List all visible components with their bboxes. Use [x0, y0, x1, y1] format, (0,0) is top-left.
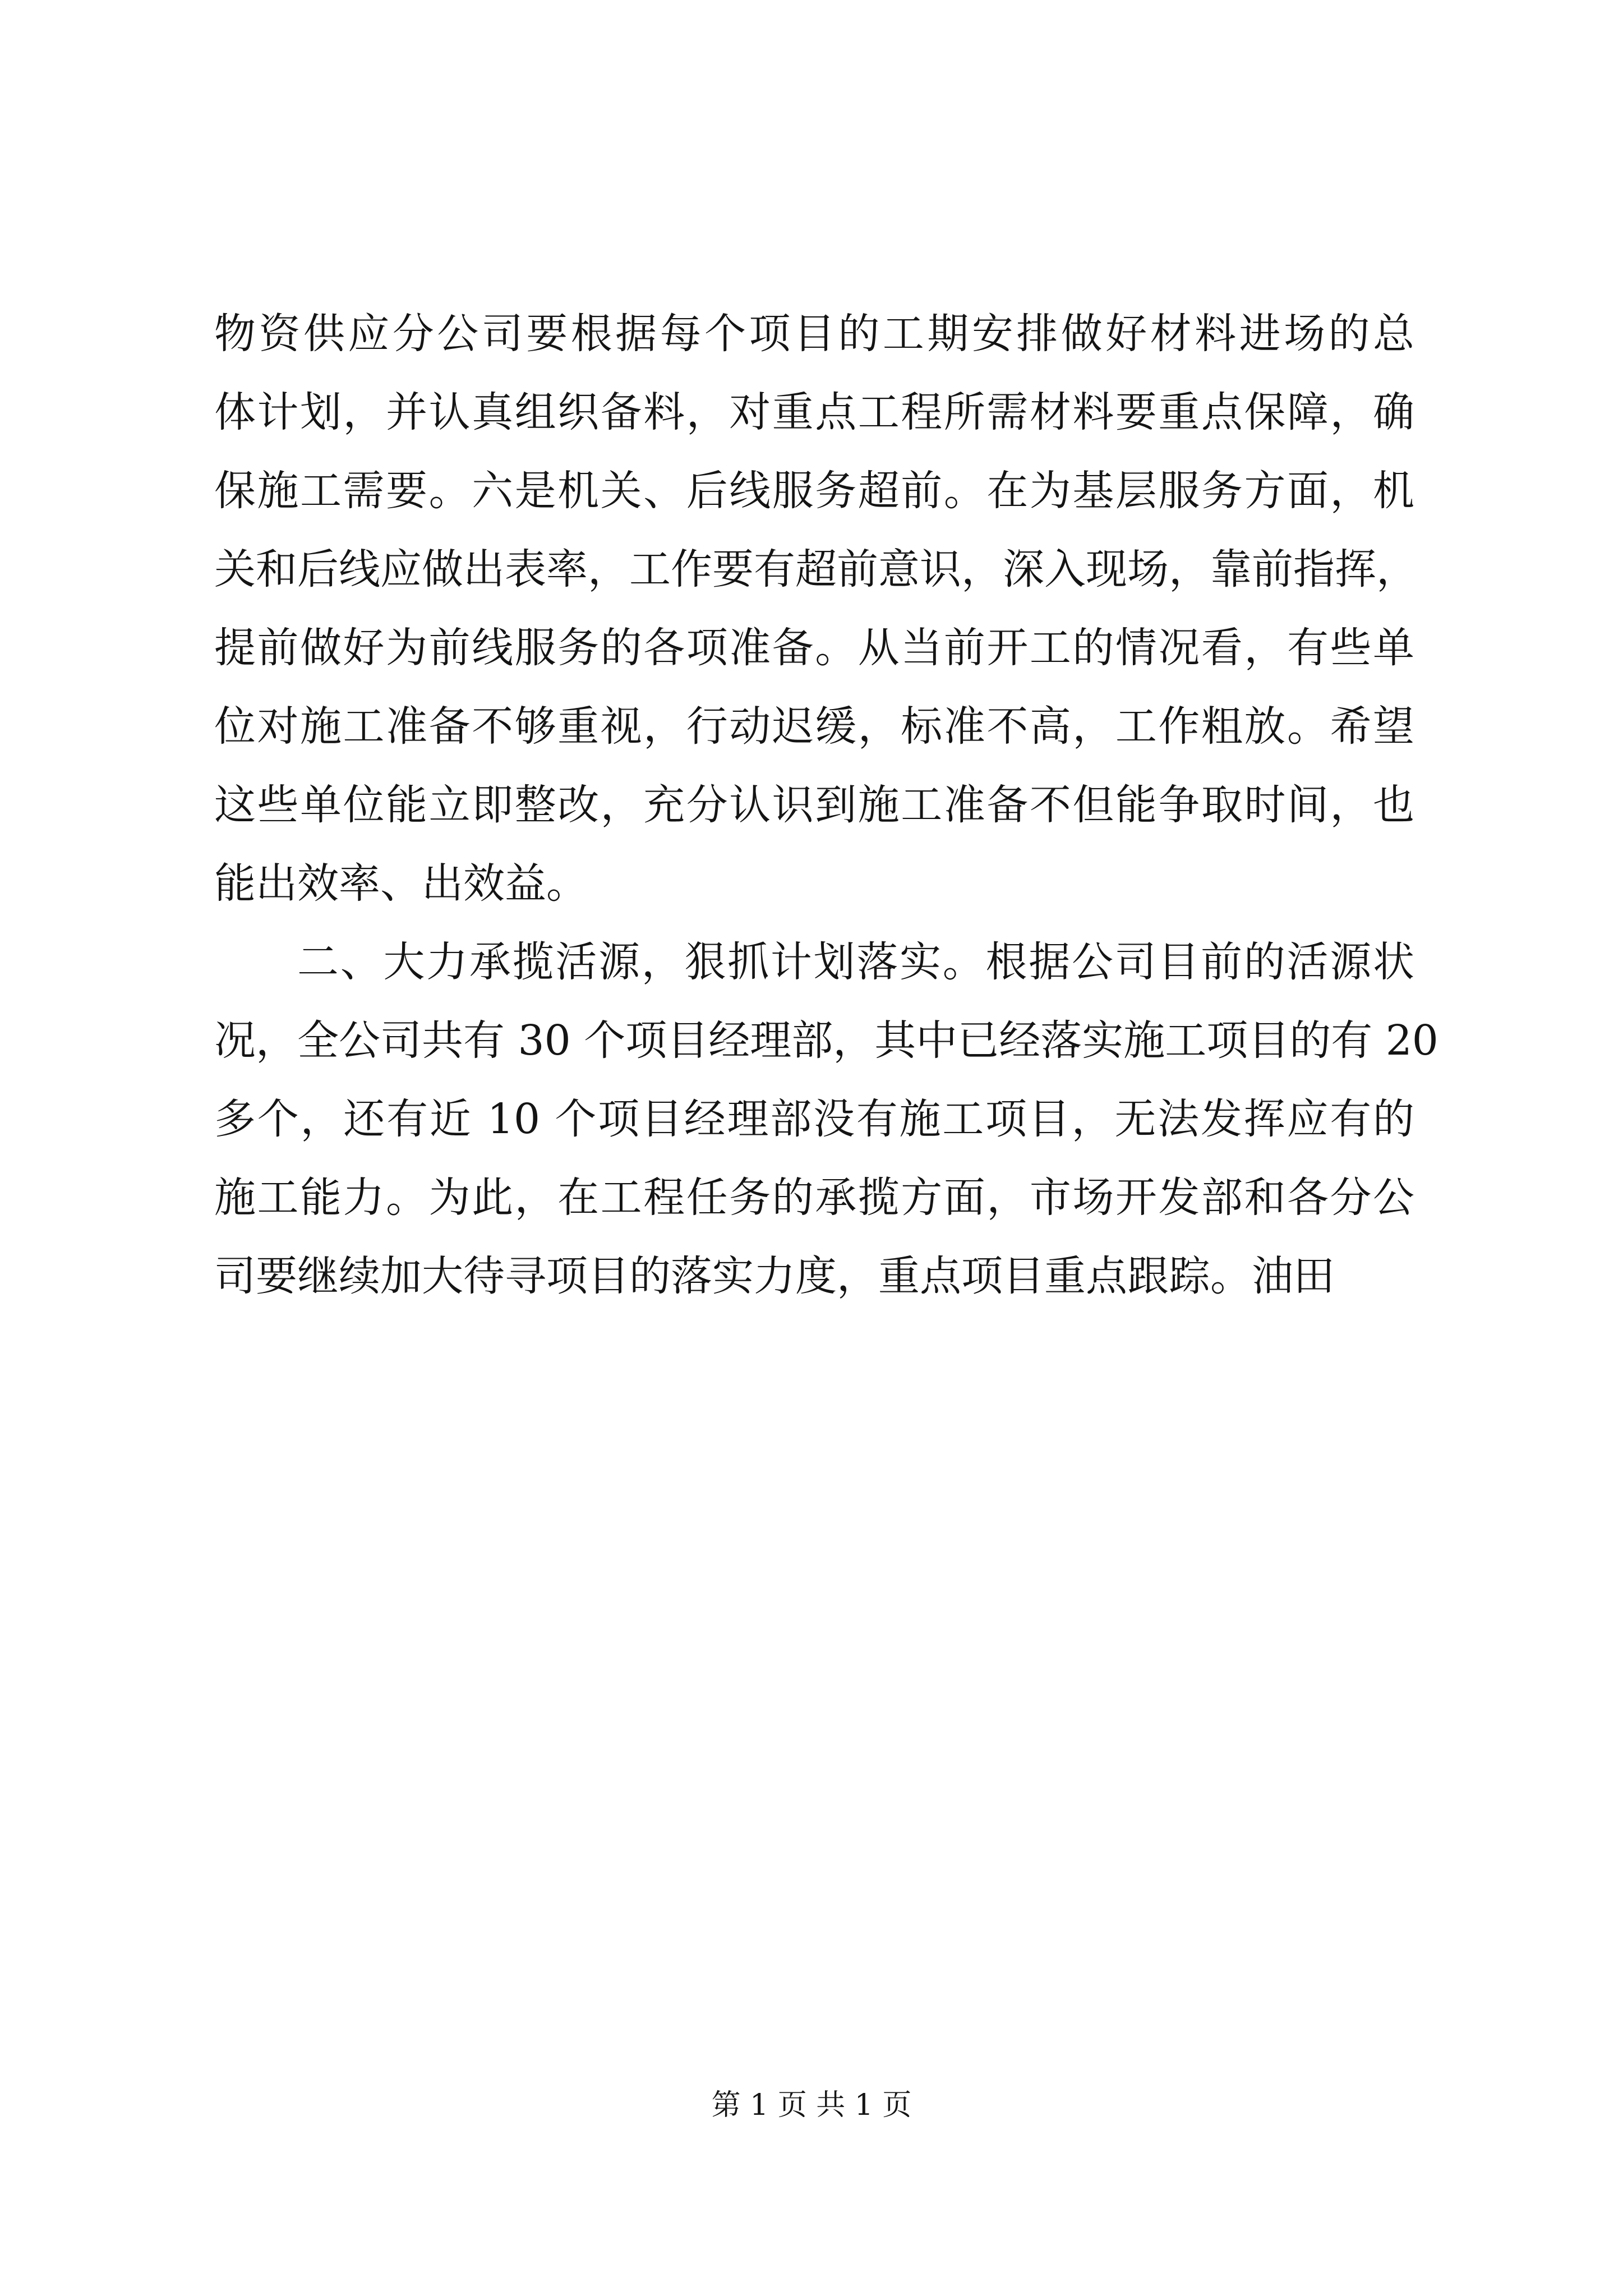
text-line: 体计划，并认真组织备料，对重点工程所需材料要重点保障，确 [214, 388, 1414, 436]
text-line: 二、大力承揽活源，狠抓计划落实。根据公司目前的活源状 [297, 938, 1414, 986]
text-line: 况，全公司共有 30 个项目经理部，其中已经落实施工项目的有 20 [214, 1016, 1438, 1065]
text-line: 能出效率、出效益。 [214, 859, 588, 908]
text-line: 物资供应分公司要根据每个项目的工期安排做好材料进场的总 [214, 310, 1414, 358]
text-line: 位对施工准备不够重视，行动迟缓，标准不高，工作粗放。希望 [214, 702, 1414, 751]
paragraph-2 [214, 923, 1438, 1315]
paragraph-1 [214, 295, 1418, 923]
page-footer: 第 1 页 共 1 页 [711, 2088, 912, 2122]
text-line: 保施工需要。六是机关、后线服务超前。在为基层服务方面，机 [214, 467, 1414, 515]
text-line: 司要继续加大待寻项目的落实力度，重点项目重点跟踪。油田 [214, 1252, 1335, 1300]
text-line: 多个，还有近 10 个项目经理部没有施工项目，无法发挥应有的 [214, 1095, 1414, 1143]
text-line: 施工能力。为此，在工程任务的承揽方面，市场开发部和各分公 [214, 1174, 1414, 1222]
document-body [214, 295, 1438, 1315]
text-line: 提前做好为前线服务的各项准备。从当前开工的情况看，有些单 [214, 624, 1414, 672]
text-line: 关和后线应做出表率，工作要有超前意识，深入现场，靠前指挥， [214, 545, 1418, 593]
text-line: 这些单位能立即整改，充分认识到施工准备不但能争取时间，也 [214, 781, 1414, 829]
